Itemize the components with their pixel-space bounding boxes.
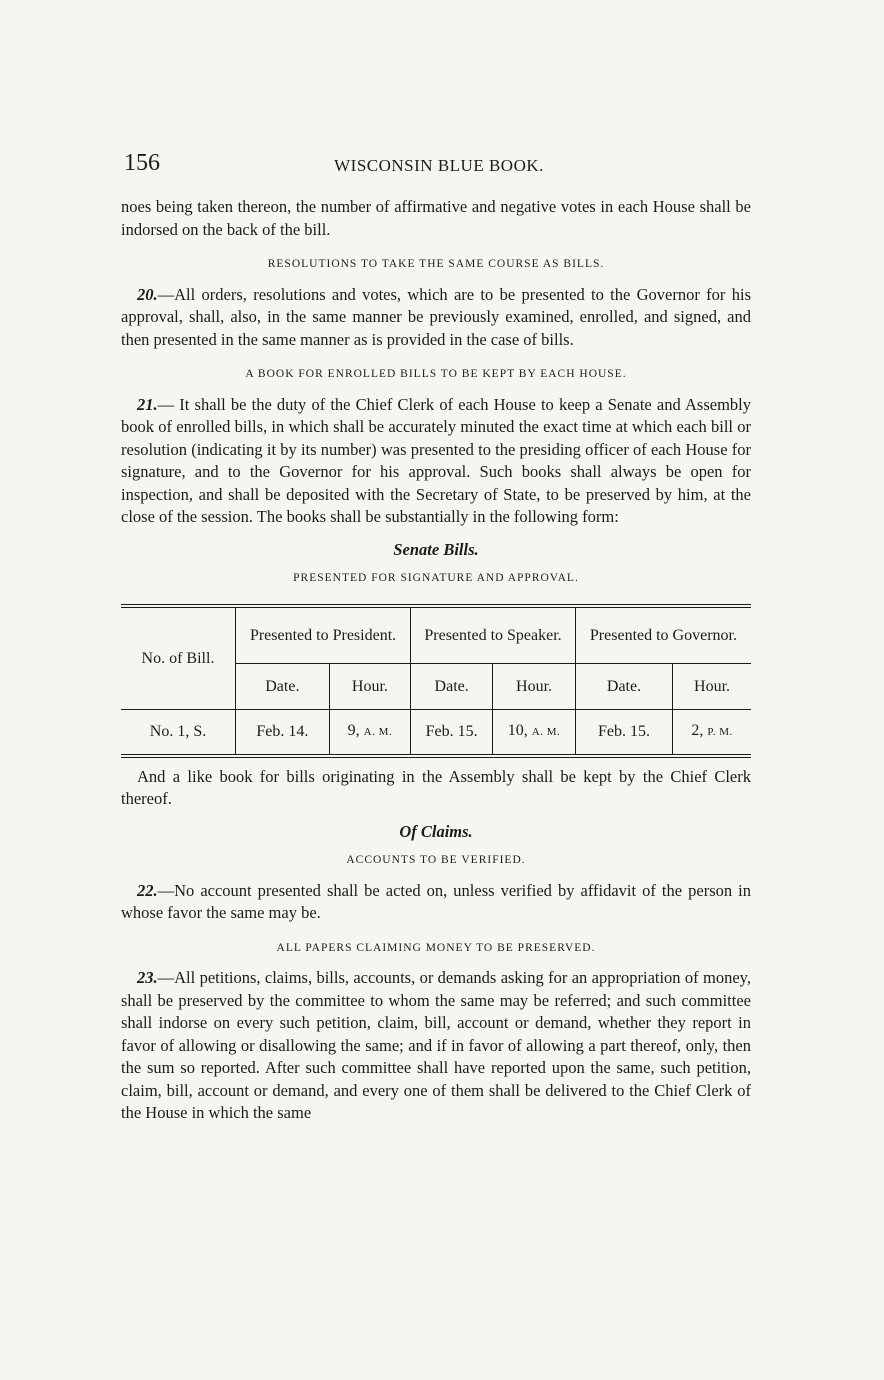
president-hour-number: 9, (347, 722, 360, 740)
running-head: WISCONSIN BLUE BOOK. (334, 156, 544, 175)
governor-hour-header: Hour. (673, 664, 751, 710)
section-23-paragraph (121, 967, 751, 1125)
form-subtitle: PRESENTED FOR SIGNATURE AND APPROVAL. (293, 572, 579, 584)
governor-date-header: Date. (575, 664, 672, 710)
governor-date-cell: Feb. 15. (575, 710, 672, 756)
section-23-text: —All petitions, claims, bills, accounts, or demands asking for an appropriation of money, shall be preserved by the committee to whom the same may be referred; and such committee shall indorse on every such petition, claim, bill, account or demand, whether they report in favor of allowing or disallowing the same; and if in favor of allowing a part thereof, only, then the sum so reported. After such committee shall have reported upon the same, such petition, claim, bill, account or demand, and every one of them shall be delivered to the Chief Clerk of the House in which the same (121, 968, 751, 1122)
speaker-date-cell: Feb. 15. (411, 710, 493, 756)
governor-hour-ampm: P. M. (707, 726, 733, 739)
col-president-header: Presented to President. (236, 606, 411, 664)
continued-paragraph: noes being taken thereon, the number of affirmative and negative votes in each House shall be indorsed on the back of the bill. (121, 197, 751, 239)
section-20-heading: RESOLUTIONS TO TAKE THE SAME COURSE AS BILLS. (267, 258, 605, 270)
page-number: 156 (124, 150, 160, 176)
section-22-text: —No account presented shall be acted on, unless verified by affidavit of the person in whose favor the same may be. (121, 880, 751, 922)
table-header-row (121, 606, 751, 664)
enrolled-bills-table (121, 604, 751, 758)
section-22-number: 22. (137, 880, 158, 900)
president-hour-cell (329, 710, 410, 756)
bill-number-cell: No. 1, S. (121, 710, 236, 756)
speaker-hour-ampm: A. M. (531, 726, 561, 739)
claims-title: Of Claims. (399, 821, 473, 841)
president-date-header: Date. (236, 664, 330, 710)
section-22-heading: ACCOUNTS TO BE VERIFIED. (346, 854, 526, 866)
section-20-number: 20. (137, 284, 158, 304)
president-date-cell: Feb. 14. (236, 710, 330, 756)
president-hour-header: Hour. (329, 664, 410, 710)
col-governor-header: Presented to Governor. (575, 606, 751, 664)
section-21-heading: A BOOK FOR ENROLLED BILLS TO BE KEPT BY EACH HOUSE. (245, 368, 627, 380)
speaker-hour-number: 10, (507, 722, 528, 740)
form-title: Senate Bills. (393, 539, 479, 559)
section-22-paragraph (121, 880, 751, 925)
col-bill-header: No. of Bill. (121, 606, 236, 710)
governor-hour-number: 2, (691, 722, 704, 740)
after-table-paragraph: And a like book for bills originating in the Assembly shall be kept by the Chief Clerk thereof. (121, 766, 751, 808)
section-23-heading: ALL PAPERS CLAIMING MONEY TO BE PRESERVED. (276, 941, 596, 954)
section-21-text: — It shall be the duty of the Chief Clerk of each House to keep a Senate and Assembly book of enrolled bills, in which shall be accurately minuted the exact time at which each bill or resolution (indicating it by its number) was presented to the presiding officer of each House for signature, and to the Governor for his approval. Such books shall always be open for inspection, and shall be deposited with the Secretary of State, to be preserved by him, at the close of the session. The books shall be substantially in the following form: (121, 394, 751, 526)
section-20-paragraph (121, 284, 751, 352)
table-row (121, 710, 751, 756)
president-hour-ampm: A. M. (363, 726, 393, 739)
col-speaker-header: Presented to Speaker. (411, 606, 576, 664)
section-21-number: 21. (137, 394, 158, 414)
section-23-number: 23. (137, 968, 158, 987)
governor-hour-cell (673, 710, 751, 756)
page-body (121, 196, 751, 1125)
speaker-hour-header: Hour. (493, 664, 576, 710)
speaker-date-header: Date. (411, 664, 493, 710)
speaker-hour-cell (493, 710, 576, 756)
section-21-paragraph (121, 394, 751, 529)
page-header (124, 150, 754, 190)
section-20-text: —All orders, resolutions and votes, which are to be presented to the Governor for his approval, shall, also, in the same manner be previously examined, enrolled, and signed, and then presented in the same manner as is provided in the case of bills. (121, 284, 751, 349)
